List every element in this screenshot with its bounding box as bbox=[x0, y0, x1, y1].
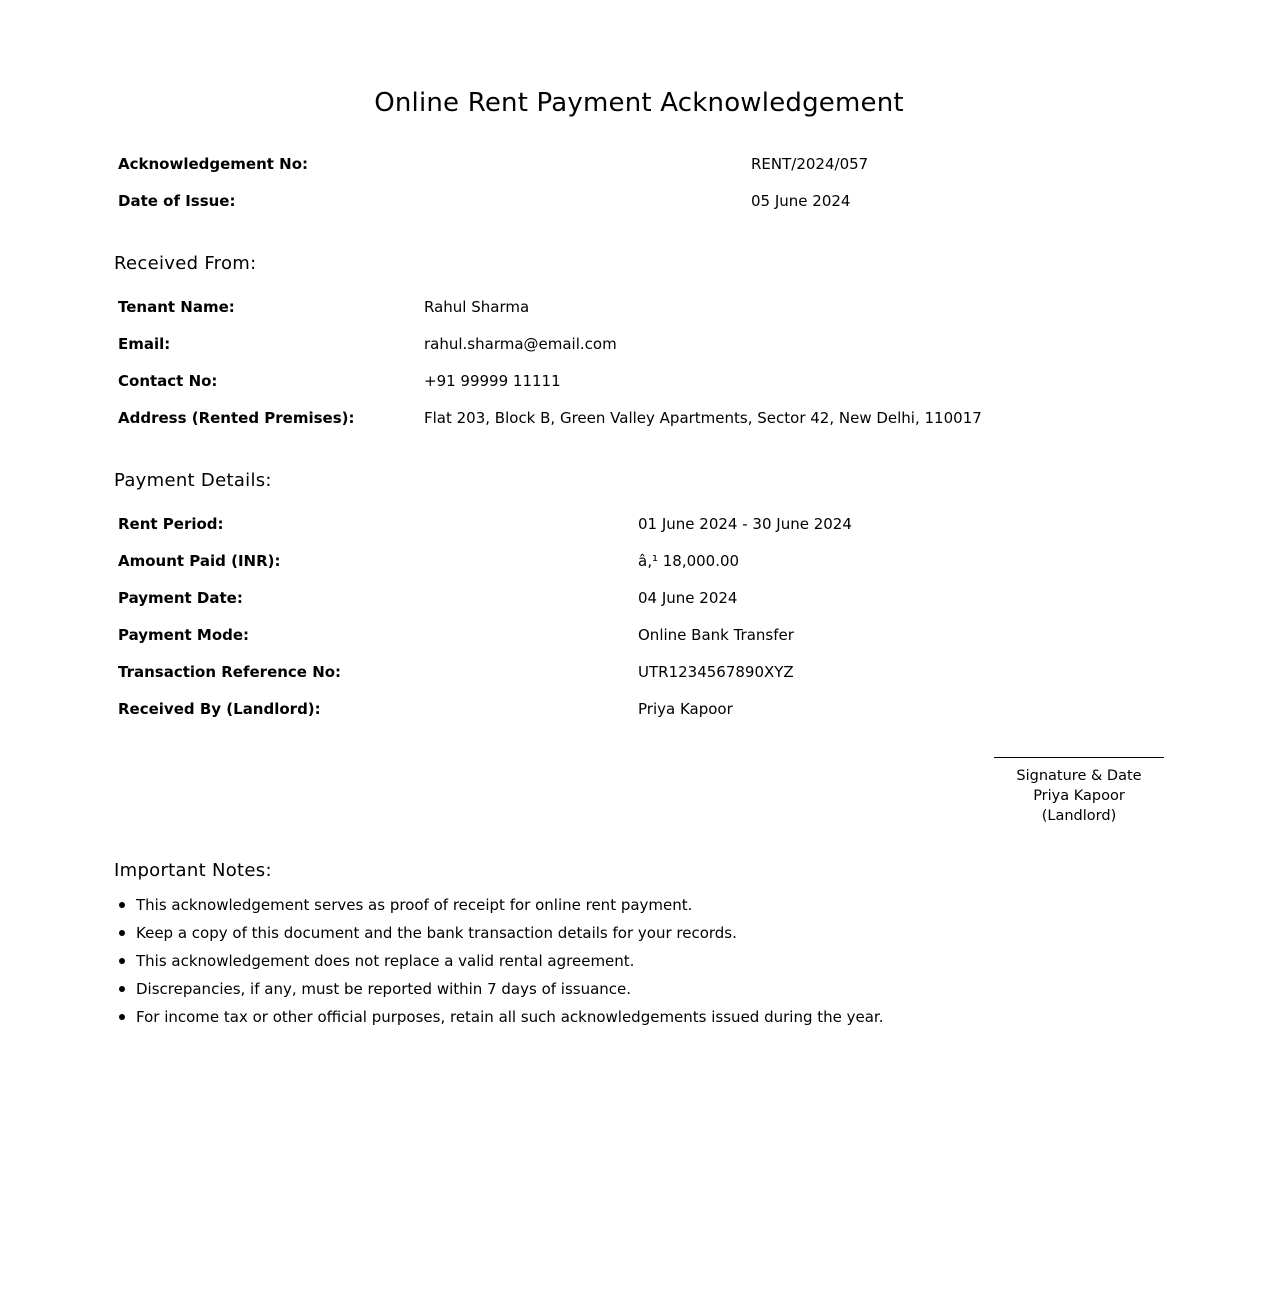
document-meta-table bbox=[114, 145, 1164, 219]
tenant-address-value: Flat 203, Block B, Green Valley Apartments, Sector 42, New Delhi, 110017 bbox=[424, 408, 982, 427]
amount-paid-label: Amount Paid (INR): bbox=[118, 551, 281, 570]
tenant-name-value: Rahul Sharma bbox=[424, 297, 530, 316]
payment-mode-label: Payment Mode: bbox=[118, 625, 250, 644]
tenant-contact-value: +91 99999 11111 bbox=[424, 371, 561, 390]
tenant-email-row bbox=[114, 325, 986, 362]
payment-mode-value: Online Bank Transfer bbox=[638, 625, 794, 644]
tenant-email-label: Email: bbox=[118, 334, 171, 353]
transaction-ref-value: UTR1234567890XYZ bbox=[638, 662, 794, 681]
rent-period-label: Rent Period: bbox=[118, 514, 224, 533]
note-item: For income tax or other official purposes, retain all such acknowledgements issued during the year. bbox=[136, 1003, 883, 1031]
received-by-value: Priya Kapoor bbox=[638, 699, 733, 718]
note-item: This acknowledgement serves as proof of receipt for online rent payment. bbox=[136, 891, 883, 919]
important-notes-list bbox=[114, 891, 883, 1031]
meta-row-date bbox=[114, 182, 1164, 219]
document-title: Online Rent Payment Acknowledgement bbox=[374, 88, 904, 118]
date-of-issue-label: Date of Issue: bbox=[118, 191, 236, 210]
note-item: Discrepancies, if any, must be reported within 7 days of issuance. bbox=[136, 975, 883, 1003]
tenant-name-row bbox=[114, 288, 986, 325]
ack-no-value: RENT/2024/057 bbox=[751, 154, 869, 173]
date-of-issue-value: 05 June 2024 bbox=[751, 191, 851, 210]
note-item: This acknowledgement does not replace a valid rental agreement. bbox=[136, 947, 883, 975]
received-by-label: Received By (Landlord): bbox=[118, 699, 321, 718]
rent-period-value: 01 June 2024 - 30 June 2024 bbox=[638, 514, 852, 533]
meta-row-ack-no bbox=[114, 145, 1164, 182]
received-by-row bbox=[114, 690, 1164, 727]
transaction-ref-row bbox=[114, 653, 1164, 690]
payment-mode-row bbox=[114, 616, 1164, 653]
tenant-name-label: Tenant Name: bbox=[118, 297, 235, 316]
signatory-role: (Landlord) bbox=[1041, 808, 1117, 824]
tenant-address-row bbox=[114, 399, 986, 436]
note-item: Keep a copy of this document and the bank transaction details for your records. bbox=[136, 919, 883, 947]
ack-no-label: Acknowledgement No: bbox=[118, 154, 309, 173]
tenant-email-value: rahul.sharma@email.com bbox=[424, 334, 617, 353]
payment-details-heading: Payment Details: bbox=[114, 470, 272, 491]
payment-date-label: Payment Date: bbox=[118, 588, 243, 607]
signature-block bbox=[994, 757, 1164, 826]
payment-date-row bbox=[114, 579, 1164, 616]
payment-details-table bbox=[114, 505, 1164, 727]
important-notes-heading: Important Notes: bbox=[114, 860, 272, 881]
tenant-details-table bbox=[114, 288, 986, 436]
tenant-contact-row bbox=[114, 362, 986, 399]
amount-paid-value: â‚¹ 18,000.00 bbox=[638, 551, 740, 570]
signature-caption: Signature & Date bbox=[1016, 768, 1142, 784]
received-from-heading: Received From: bbox=[114, 253, 257, 274]
tenant-address-label: Address (Rented Premises): bbox=[118, 408, 355, 427]
payment-date-value: 04 June 2024 bbox=[638, 588, 738, 607]
transaction-ref-label: Transaction Reference No: bbox=[118, 662, 342, 681]
tenant-contact-label: Contact No: bbox=[118, 371, 218, 390]
signatory-name: Priya Kapoor bbox=[1033, 788, 1125, 804]
amount-paid-row bbox=[114, 542, 1164, 579]
rent-period-row bbox=[114, 505, 1164, 542]
